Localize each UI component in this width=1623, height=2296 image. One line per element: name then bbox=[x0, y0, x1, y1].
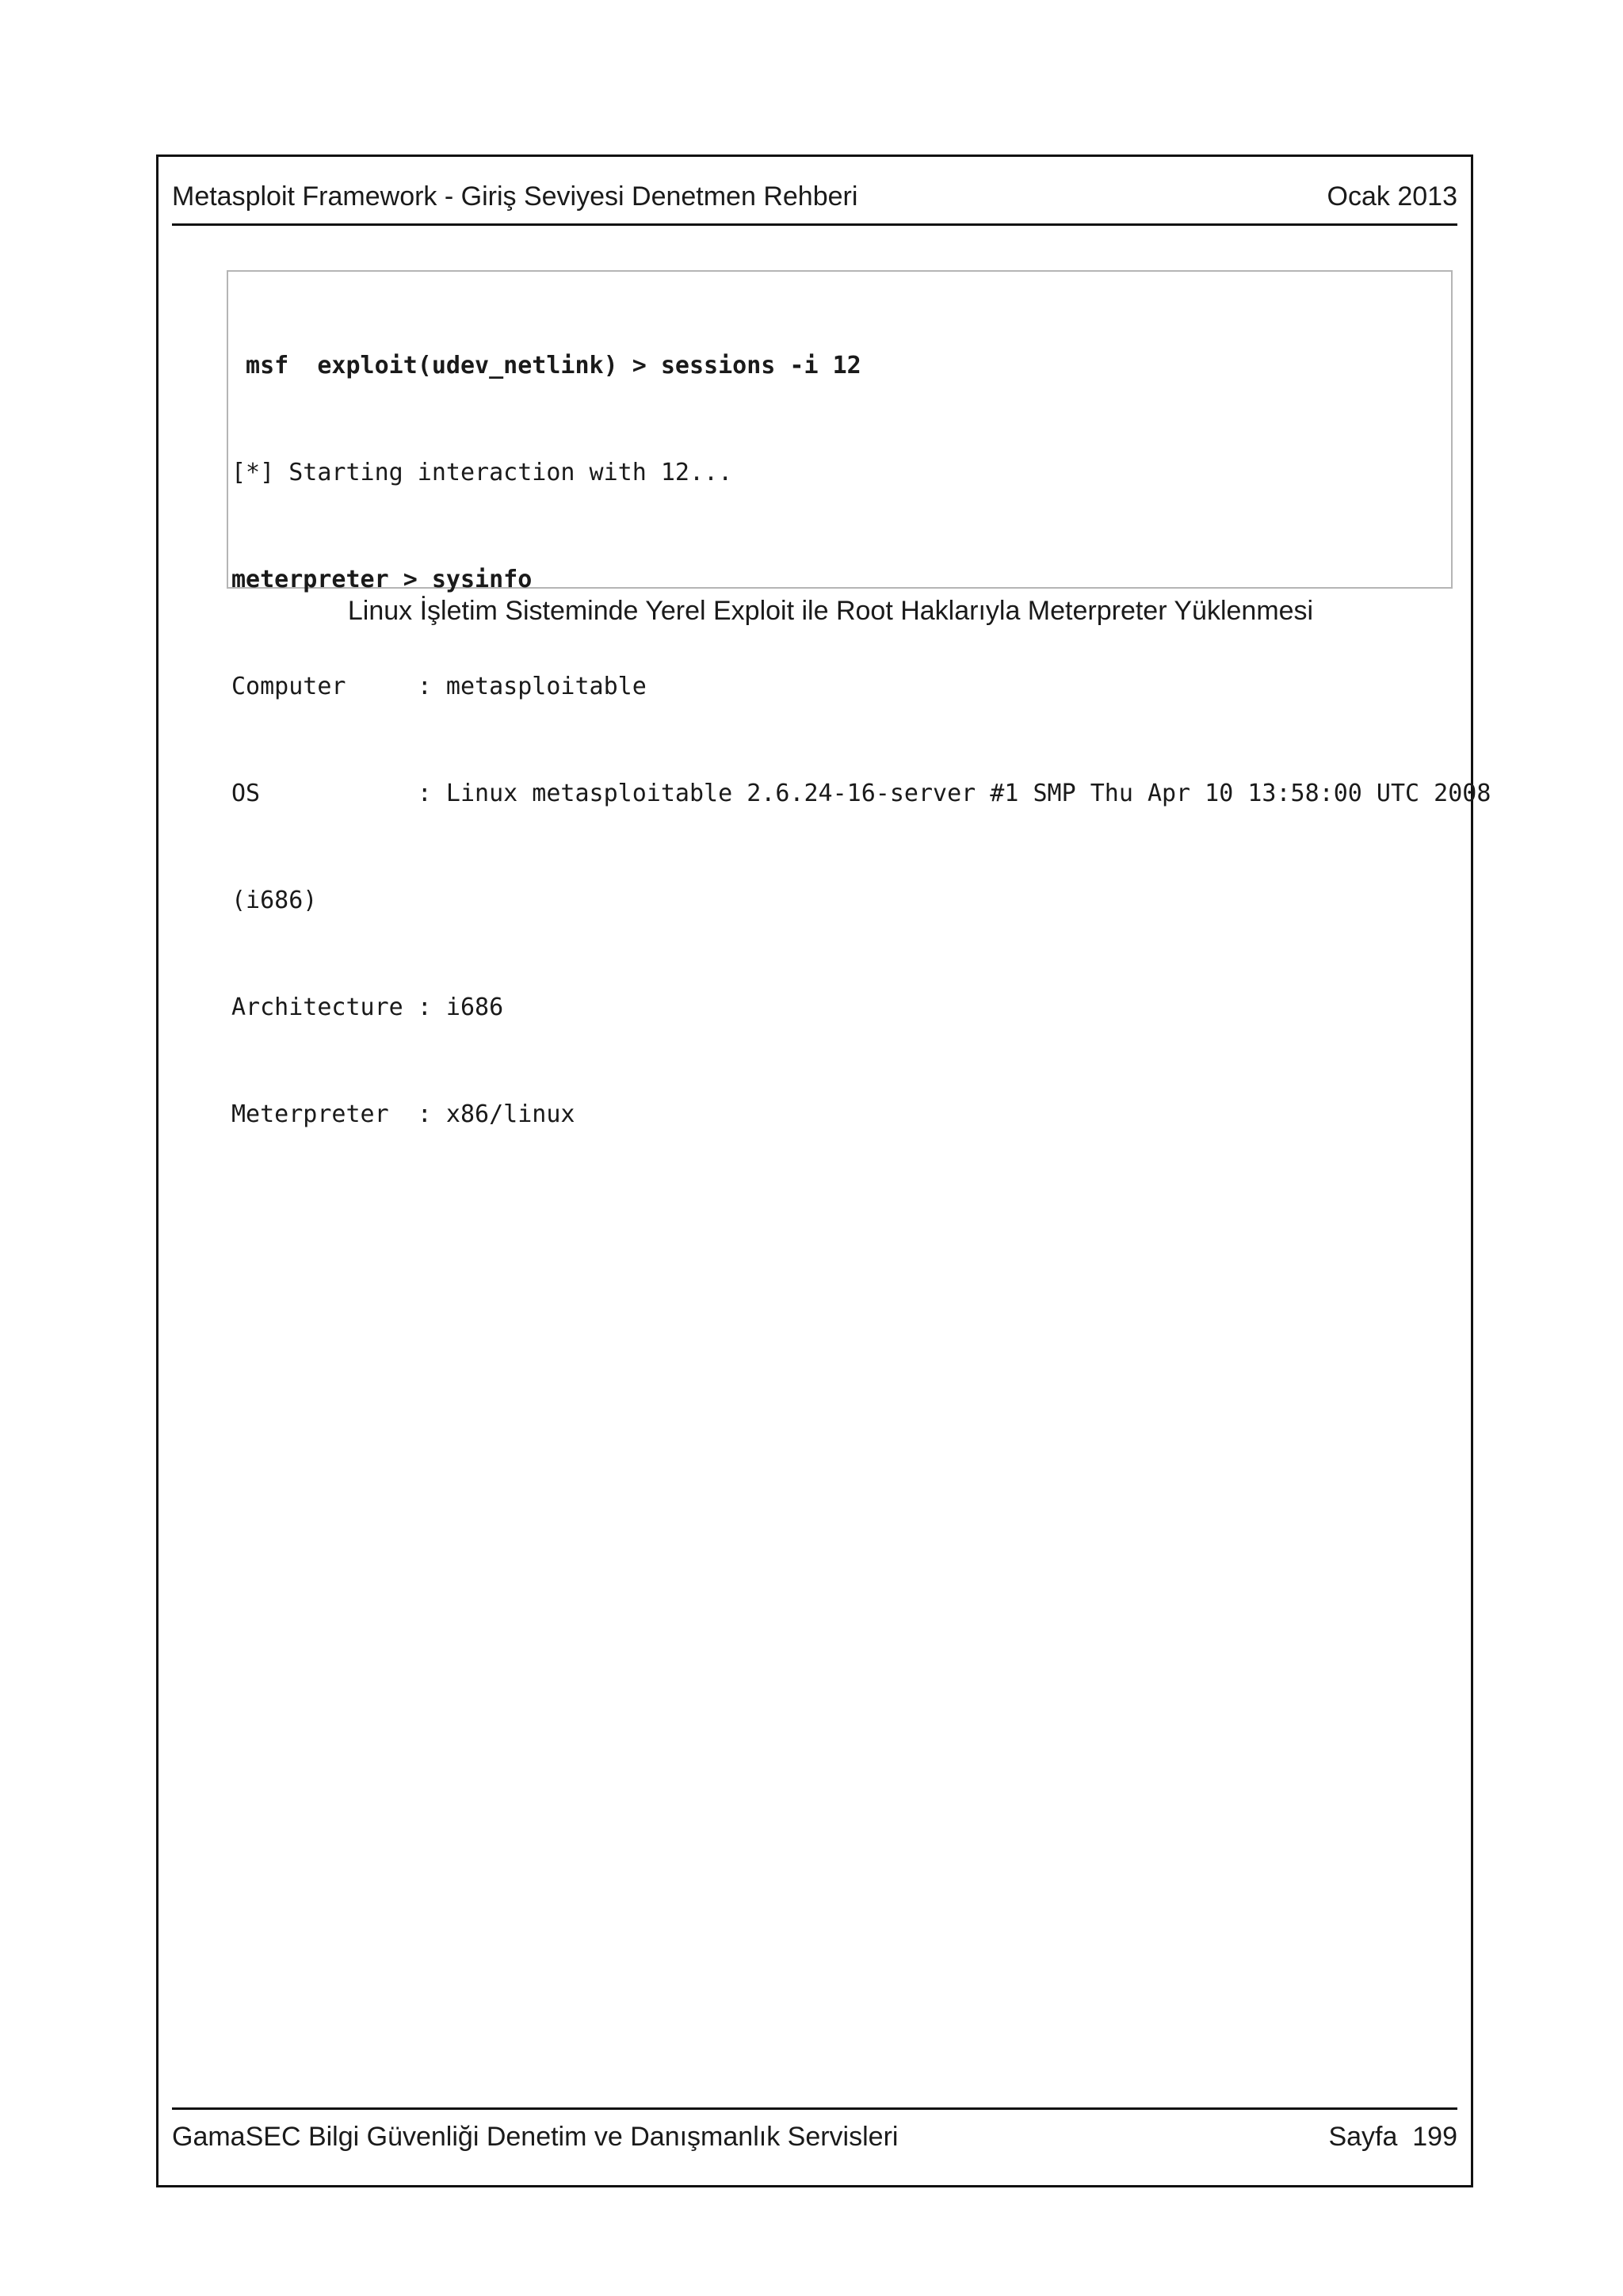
terminal-line-prompt-sessions: msf exploit(udev_netlink) > sessions -i 12 bbox=[231, 352, 861, 379]
terminal-line-starting: [*] Starting interaction with 12... bbox=[231, 459, 733, 486]
figure-caption: Linux İşletim Sisteminde Yerel Exploit ile Root Haklarıyla Meterpreter Yüklenmesi bbox=[347, 596, 1314, 626]
page-frame bbox=[156, 154, 1491, 2187]
terminal-line-prompt-sysinfo: meterpreter > sysinfo bbox=[231, 566, 533, 593]
terminal-line-meterpreter: Meterpreter : x86/linux bbox=[231, 1100, 575, 1128]
page-footer bbox=[172, 2107, 1457, 2159]
page-number: Sayfa 199 bbox=[1328, 2122, 1457, 2152]
page-header bbox=[172, 181, 1457, 226]
document-date: Ocak 2013 bbox=[1327, 181, 1457, 212]
terminal-line-architecture: Architecture : i686 bbox=[231, 994, 504, 1021]
footer-company: GamaSEC Bilgi Güvenliği Denetim ve Danışmanlık Servisleri bbox=[172, 2122, 899, 2152]
document-title: Metasploit Framework - Giriş Seviyesi Denetmen Rehberi bbox=[172, 181, 858, 212]
terminal-line-os-arch: (i686) bbox=[231, 887, 318, 914]
terminal-line-computer: Computer : metasploitable bbox=[231, 673, 647, 700]
terminal-line-os: OS : Linux metasploitable 2.6.24-16-server #1 SMP Thu Apr 10 13:58:00 UTC 2008 bbox=[231, 780, 1491, 807]
terminal-lines bbox=[231, 277, 1491, 1203]
